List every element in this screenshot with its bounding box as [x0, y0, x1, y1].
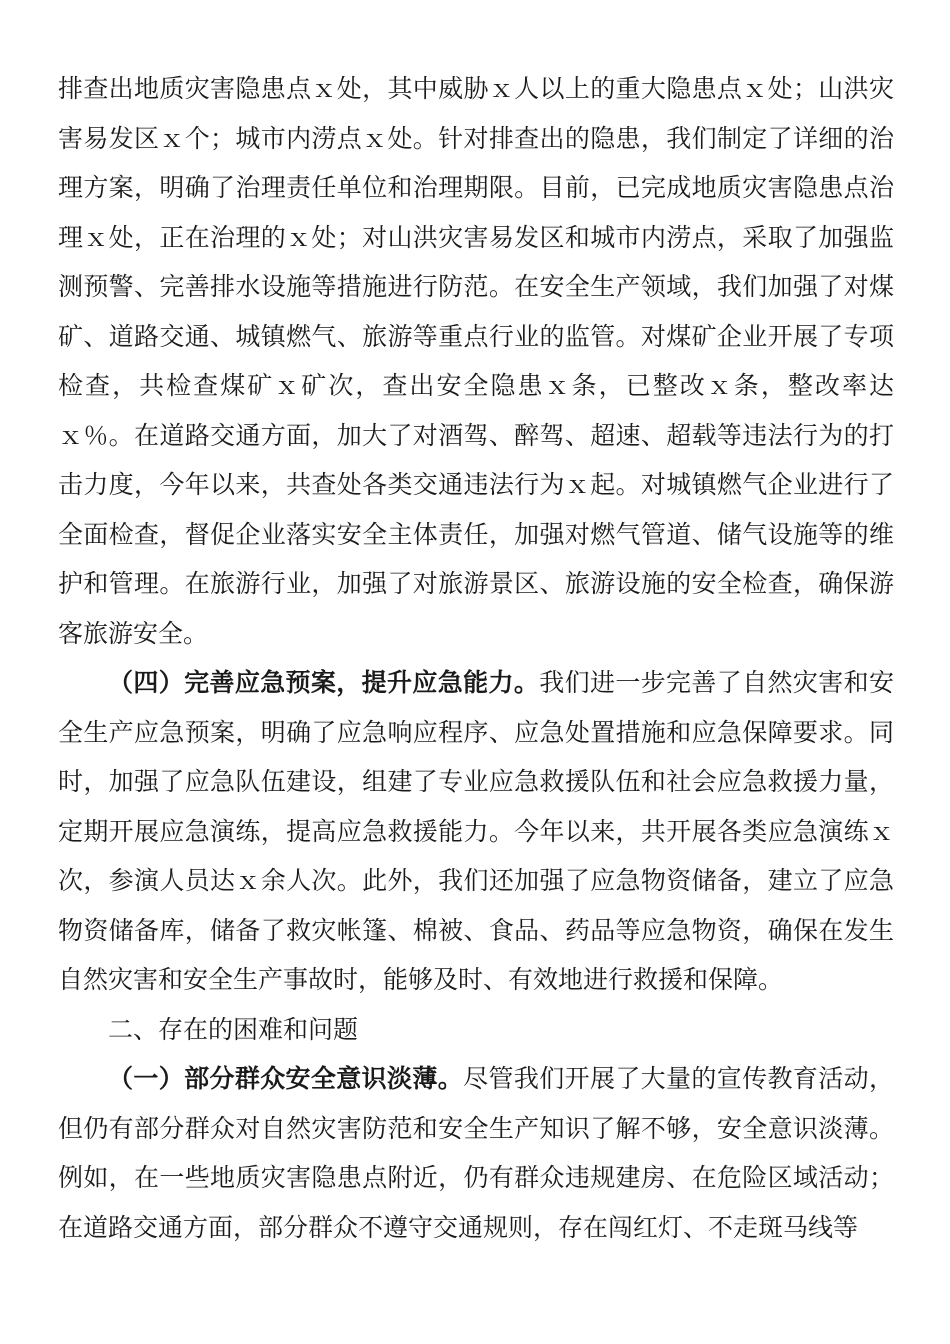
section-lead-title: （四）完善应急预案，提升应急能力。	[108, 668, 540, 697]
paragraph-problem-1	[58, 1054, 894, 1252]
paragraph-section-4	[58, 658, 894, 1005]
paragraph-continued	[58, 64, 894, 658]
section-heading-text: 二、存在的困难和问题	[108, 1014, 359, 1044]
paragraph-text: 排查出地质灾害隐患点ｘ处，其中威胁ｘ人以上的重大隐患点ｘ处；山洪灾害易发区ｘ个；城市内涝点ｘ处。针对排查出的隐患，我们制定了详细的治理方案，明确了治理责任单位和治理期限。目前，已完成地质灾害隐患点治理ｘ处，正在治理的ｘ处；对山洪灾害易发区和城市内涝点，采取了加强监测预警、完善排水设施等措施进行防范。在安全生产领域，我们加强了对煤矿、道路交通、城镇燃气、旅游等重点行业的监管。对煤矿企业开展了专项检查，共检查煤矿ｘ矿次，查出安全隐患ｘ条，已整改ｘ条，整改率达ｘ％。在道路交通方面，加大了对酒驾、醉驾、超速、超载等违法行为的打击力度，今年以来，共查处各类交通违法行为ｘ起。对城镇燃气企业进行了全面检查，督促企业落实安全主体责任，加强对燃气管道、储气设施等的维护和管理。在旅游行业，加强了对旅游景区、旅游设施的安全检查，确保游客旅游安全。	[58, 74, 894, 648]
document-body	[58, 64, 894, 1252]
section-heading	[58, 1005, 894, 1055]
section-lead-title: （一）部分群众安全意识淡薄。	[108, 1064, 464, 1093]
paragraph-text: 我们进一步完善了自然灾害和安全生产应急预案，明确了应急响应程序、应急处置措施和应急保障要求。同时，加强了应急队伍建设，组建了专业应急救援队伍和社会应急救援力量，定期开展应急演练，提高应急救援能力。今年以来，共开展各类应急演练ｘ次，参演人员达ｘ余人次。此外，我们还加强了应急物资储备，建立了应急物资储备库，储备了救灾帐篷、棉被、食品、药品等应急物资，确保在发生自然灾害和安全生产事故时，能够及时、有效地进行救援和保障。	[58, 668, 894, 994]
paragraph-text: 尽管我们开展了大量的宣传教育活动，但仍有部分群众对自然灾害防范和安全生产知识了解不够，安全意识淡薄。例如，在一些地质灾害隐患点附近，仍有群众违规建房、在危险区域活动；在道路交通方面，部分群众不遵守交通规则，存在闯红灯、不走斑马线等	[58, 1064, 894, 1242]
